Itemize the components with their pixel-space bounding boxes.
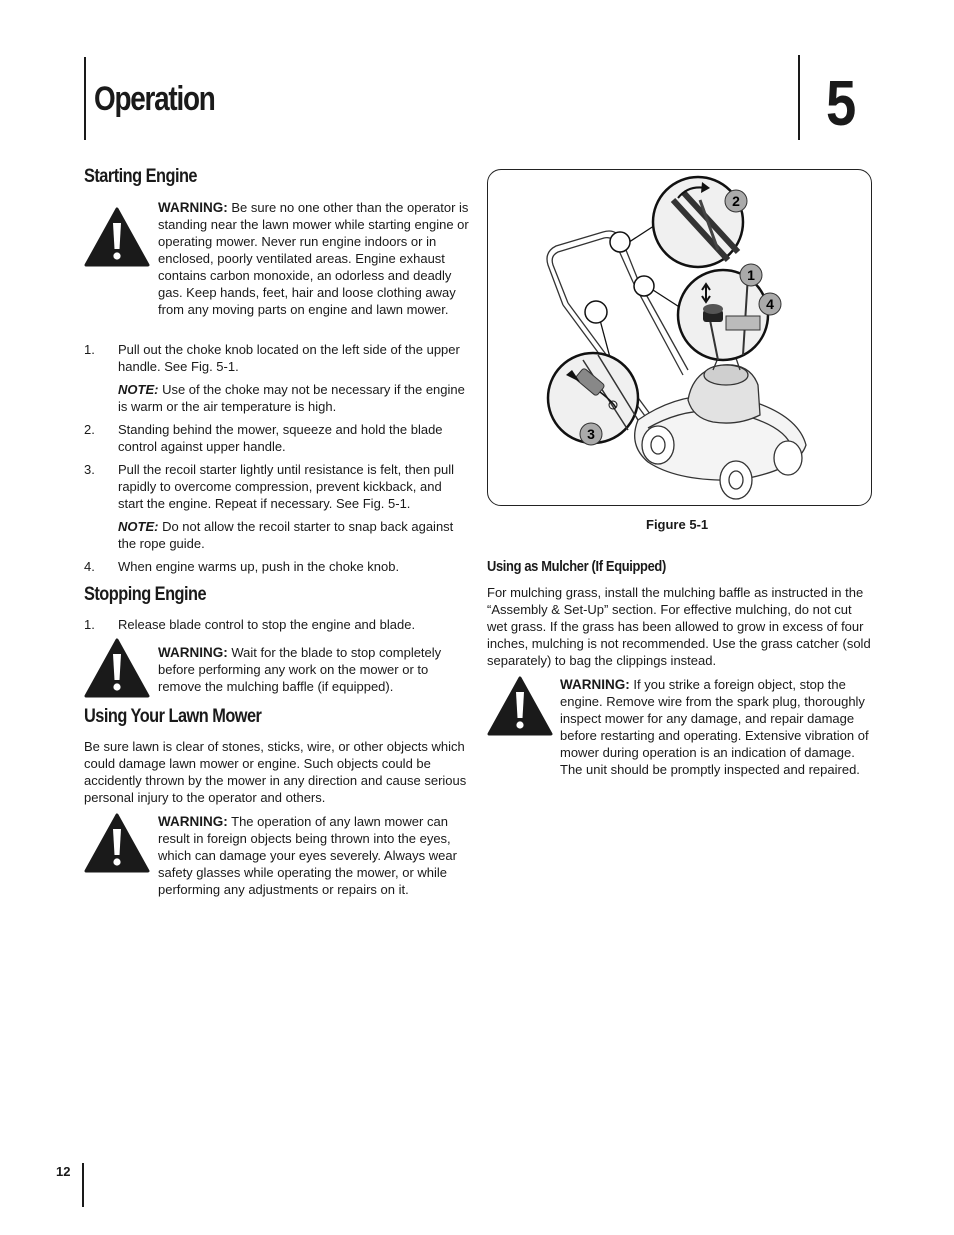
list-text: When engine warms up, push in the choke knob. (118, 559, 400, 574)
list-text: Release blade control to stop the engine and blade. (118, 617, 416, 632)
note-text: Use of the choke may not be necessary if the engine is warm or the air temperature is high. (118, 382, 465, 414)
callout-1: 1 (747, 267, 755, 283)
stopping-engine-warning (84, 644, 469, 699)
figure-caption: Figure 5-1 (646, 517, 709, 532)
page-number: 12 (56, 1164, 71, 1179)
list-text: Pull the recoil starter lightly until resistance is felt, then pull rapidly to overcome compression, prevent kickback, and start the engine. Repeat if necessary. See Fig. 5-1. (118, 462, 454, 511)
mulcher-body: For mulching grass, install the mulching baffle as instructed in the “Assembly & Set-Up” section. For effective mulching, do not cut wet grass. If the grass has been allowed to grow in excess of four inches, mulching is not recommended. Use the grass catcher (sold separately) to bag the clippings instead. (487, 585, 871, 668)
note-label: NOTE: (118, 519, 159, 534)
stopping-engine-heading: Stopping Engine (84, 584, 207, 605)
chapter-number: 5 (826, 67, 857, 139)
warning-text (560, 676, 870, 778)
using-mower-body: Be sure lawn is clear of stones, sticks, wire, or other objects which could damage lawn mower or engine. Such objects could be accidently thrown by the mower in any direction and cause serious personal injury to the operator and others. (84, 739, 467, 805)
warning-text (158, 644, 463, 695)
list-number: 2. (84, 422, 95, 437)
starting-engine-heading: Starting Engine (84, 166, 198, 187)
warning-body: If you strike a foreign object, stop the engine. Remove wire from the spark plug, thoroughly inspect mower for any damage, and repair damage before restarting and operating. Extensive vibration of mower during operation is an indication of damage. The unit should be promptly inspected and repaired. (560, 677, 869, 777)
note-choke (118, 381, 468, 415)
chapter-rule (798, 55, 800, 140)
warning-body: Wait for the blade to stop completely before performing any work on the mower or to remove the mulching baffle (if equipped). (158, 645, 442, 694)
callout-2: 2 (732, 193, 740, 209)
footer-rule (82, 1163, 84, 1207)
mulcher-heading: Using as Mulcher (If Equipped) (487, 558, 666, 575)
list-number: 1. (84, 617, 95, 632)
using-mower-heading: Using Your Lawn Mower (84, 706, 262, 727)
list-number: 1. (84, 342, 95, 357)
list-number: 4. (84, 559, 95, 574)
mulcher-warning (487, 676, 872, 796)
warning-triangle-icon (487, 676, 553, 736)
mower-illustration (488, 170, 871, 505)
note-label: NOTE: (118, 382, 159, 397)
warning-label: WARNING: (158, 645, 228, 660)
warning-triangle-icon (84, 813, 150, 873)
using-mower-warning (84, 813, 469, 903)
warning-label: WARNING: (158, 200, 228, 215)
figure-5-1 (487, 169, 872, 506)
title-rule (84, 57, 86, 140)
starting-engine-warning (84, 199, 469, 339)
warning-text (158, 813, 468, 898)
callout-3: 3 (587, 426, 595, 442)
note-text: Do not allow the recoil starter to snap back against the rope guide. (118, 519, 454, 551)
warning-body: The operation of any lawn mower can result in foreign objects being thrown into the eyes, which can damage your eyes severely. Always wear safety glasses while operating the mower, or while performing any adjustments or repairs on it. (158, 814, 457, 897)
warning-text (158, 199, 470, 318)
callout-4: 4 (766, 296, 774, 312)
page-title: Operation (94, 80, 215, 118)
list-text: Pull out the choke knob located on the left side of the upper handle. See Fig. 5-1. (118, 342, 460, 374)
list-text: Standing behind the mower, squeeze and hold the blade control against upper handle. (118, 422, 443, 454)
warning-triangle-icon (84, 207, 150, 267)
warning-label: WARNING: (158, 814, 228, 829)
list-number: 3. (84, 462, 95, 477)
note-recoil (118, 518, 468, 552)
warning-body: Be sure no one other than the operator is standing near the lawn mower while starting engine or operating mower. Never run engine indoors or in enclosed, poorly ventilated areas. Engine exhaust contains carbon monoxide, an odorless and deadly gas. Keep hands, feet, hair and loose clothing away from any moving parts on engine and lawn mower. (158, 200, 469, 317)
warning-label: WARNING: (560, 677, 630, 692)
warning-triangle-icon (84, 638, 150, 698)
